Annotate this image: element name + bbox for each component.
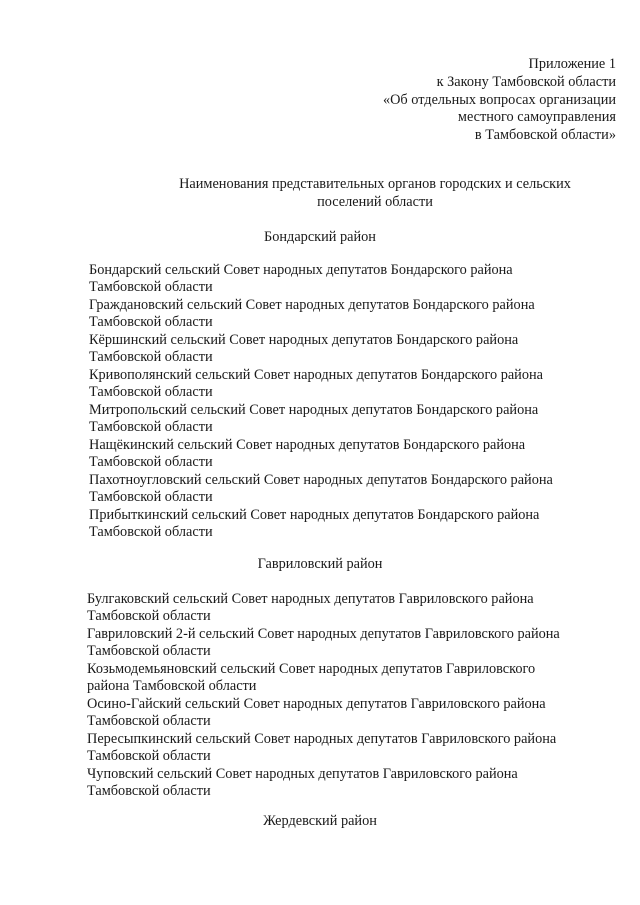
council-list — [89, 262, 619, 542]
appendix-header — [383, 56, 616, 145]
document-title — [160, 176, 590, 211]
list-item: Пахотноугловский сельский Совет народных депутатов Бондарского района Тамбовской области — [89, 472, 553, 505]
list-item: Нащёкинский сельский Совет народных депутатов Бондарского района Тамбовской области — [89, 437, 526, 470]
appendix-line: «Об отдельных вопросах организации — [382, 91, 616, 108]
district-heading: Жердевский район — [263, 813, 377, 829]
district-heading: Бондарский район — [264, 229, 376, 245]
list-item: Гавриловский 2-й сельский Совет народных депутатов Гавриловского района Тамбовской области — [87, 626, 560, 659]
title-line: Наименования представительных органов городских и сельских — [179, 176, 571, 192]
appendix-line: в Тамбовской области» — [474, 127, 616, 144]
list-item: Кёршинский сельский Совет народных депутатов Бондарского района Тамбовской области — [89, 332, 519, 365]
list-item: Митропольский сельский Совет народных депутатов Бондарского района Тамбовской области — [89, 402, 539, 435]
council-list — [87, 591, 617, 801]
list-item: Булгаковский сельский Совет народных депутатов Гавриловского района Тамбовской области — [87, 591, 534, 624]
list-item: Пересыпкинский сельский Совет народных депутатов Гавриловского района Тамбовской области — [87, 731, 557, 764]
appendix-line: к Закону Тамбовской области — [436, 73, 616, 90]
list-item: Осино-Гайский сельский Совет народных депутатов Гавриловского района Тамбовской области — [87, 696, 546, 729]
list-item: Чуповский сельский Совет народных депутатов Гавриловского района Тамбовской области — [87, 766, 518, 799]
list-item: Козьмодемьяновский сельский Совет народных депутатов Гавриловского района Тамбовской области — [87, 661, 536, 694]
list-item: Прибыткинский сельский Совет народных депутатов Бондарского района Тамбовской области — [89, 507, 540, 540]
district-heading: Гавриловский район — [257, 556, 383, 572]
appendix-line: местного самоуправления — [457, 109, 616, 126]
list-item: Бондарский сельский Совет народных депутатов Бондарского района Тамбовской области — [89, 262, 513, 295]
list-item: Граждановский сельский Совет народных депутатов Бондарского района Тамбовской области — [89, 297, 535, 330]
list-item: Кривополянский сельский Совет народных депутатов Бондарского района Тамбовской области — [89, 367, 543, 400]
appendix-line: Приложение 1 — [528, 56, 616, 72]
title-line: поселений области — [317, 193, 433, 210]
